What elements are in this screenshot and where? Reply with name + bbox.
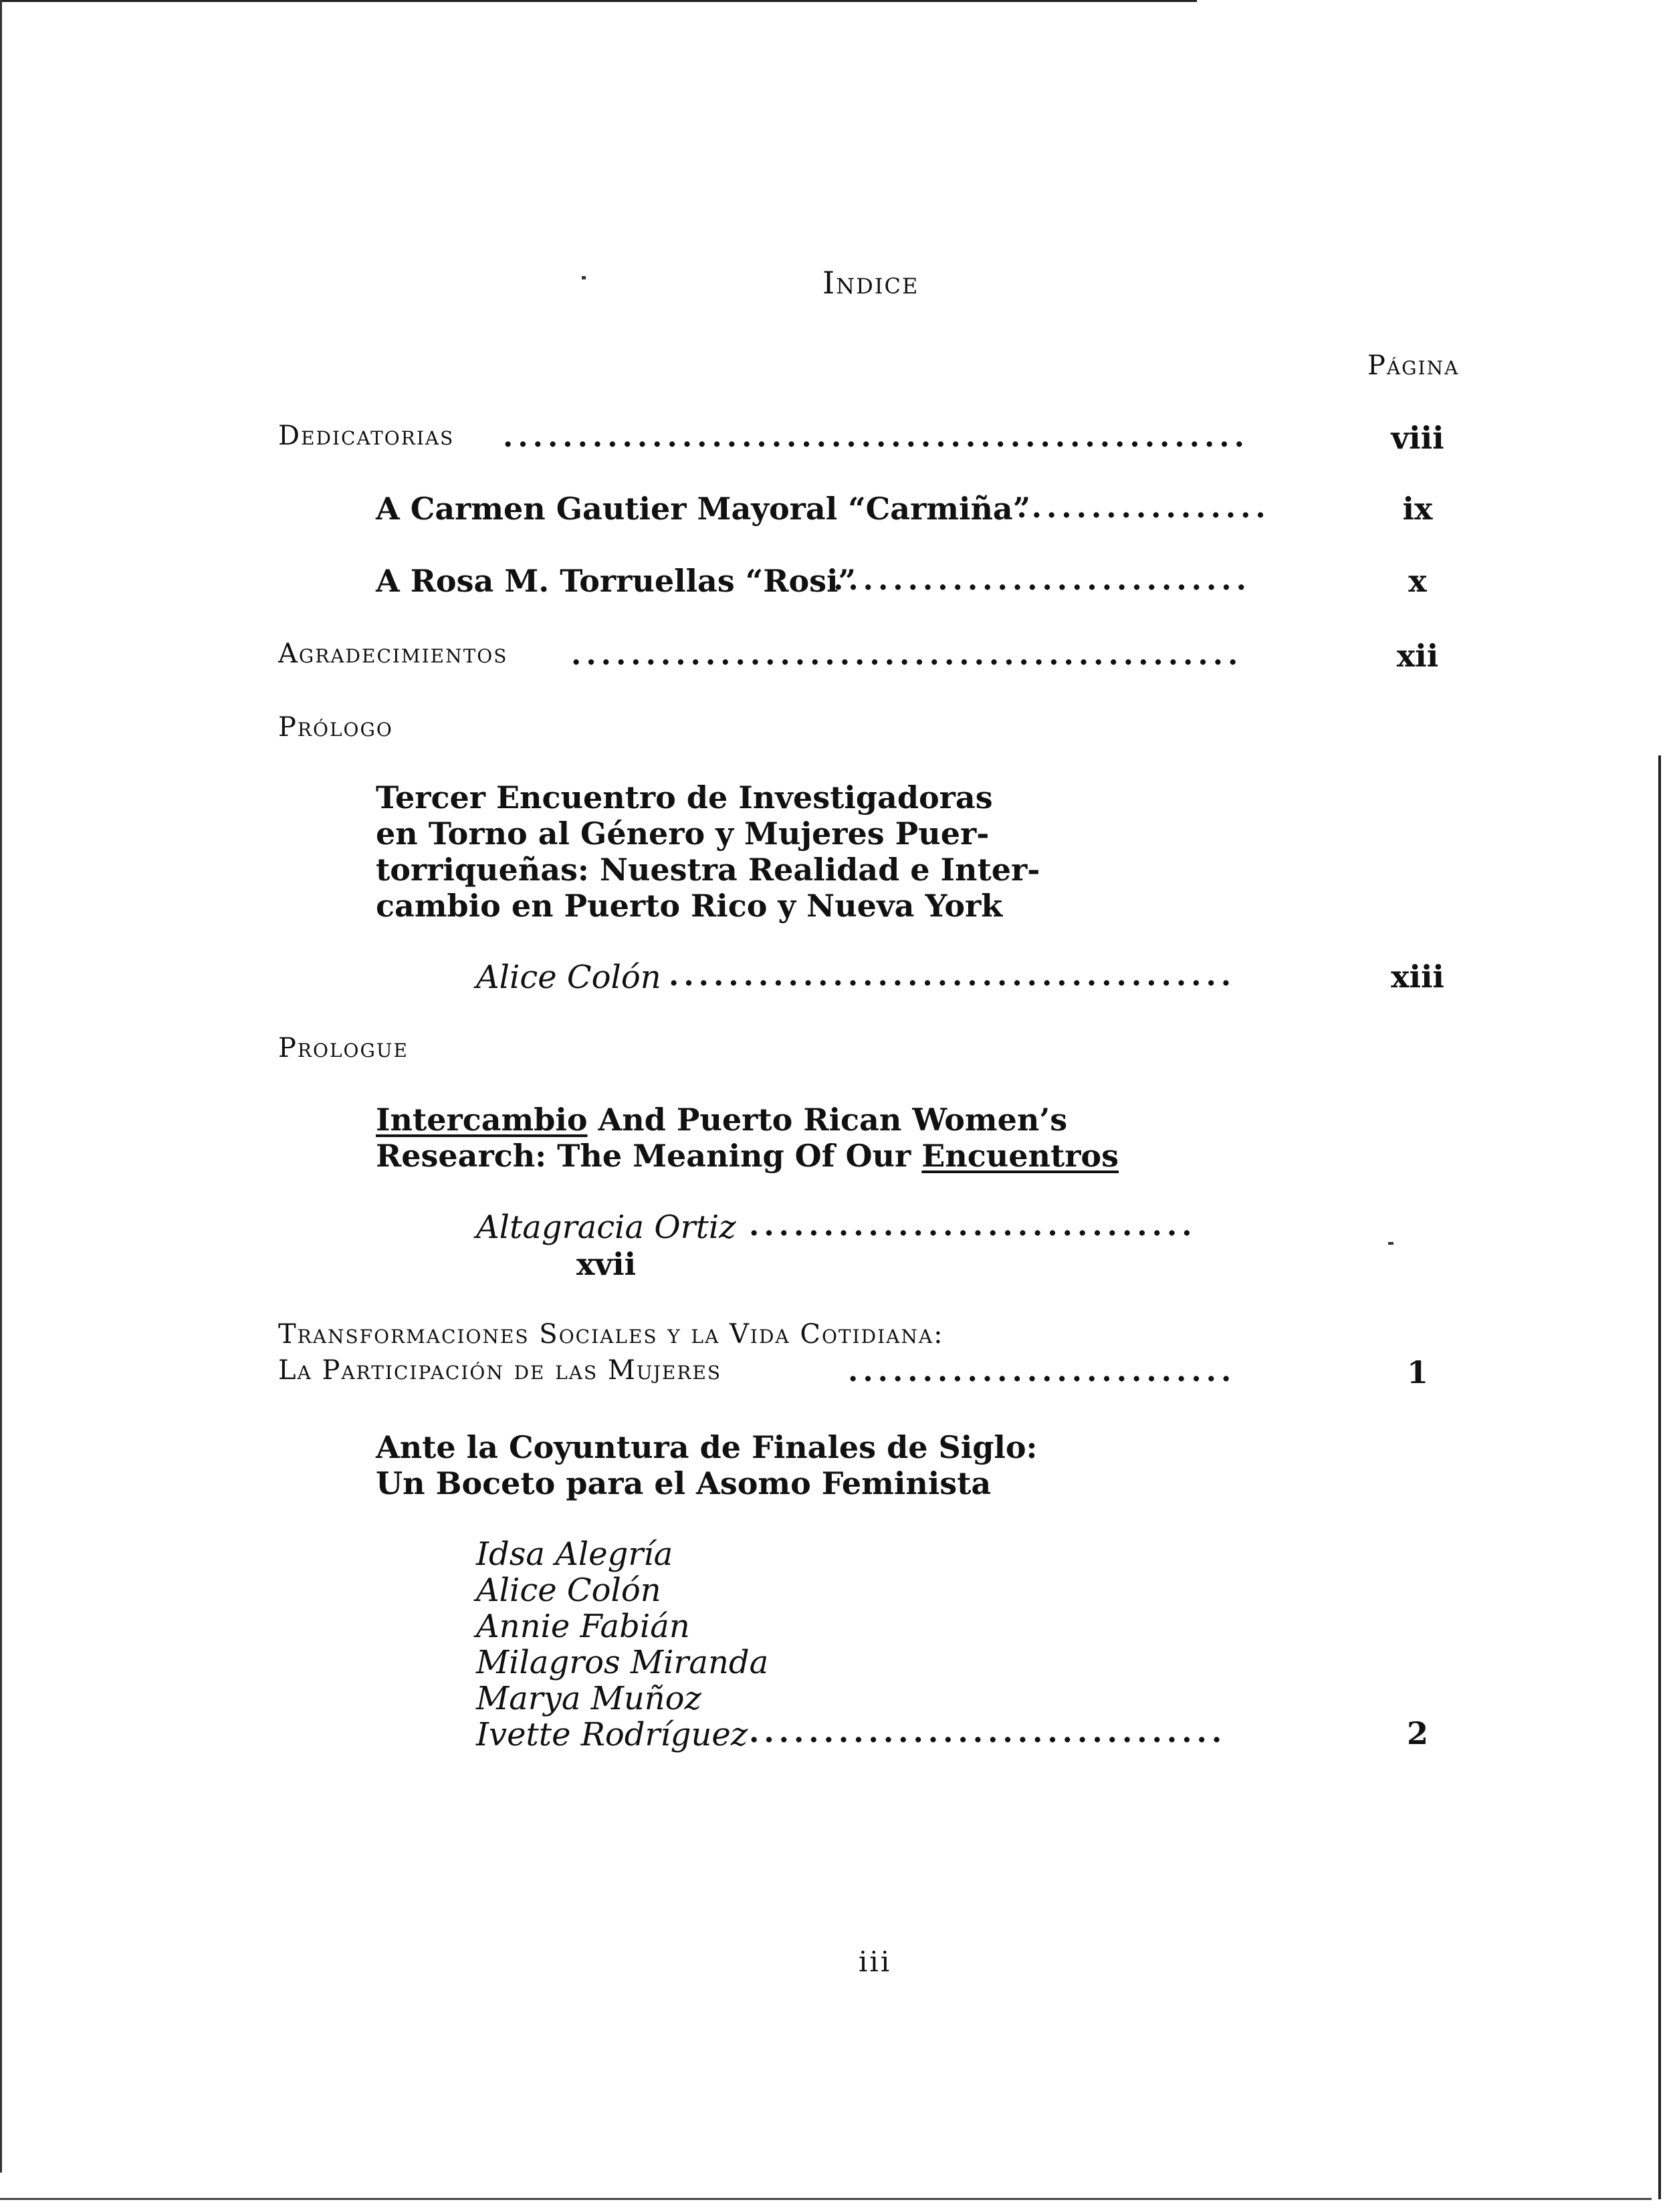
toc-entry-agradecimientos: Agradecimientos <box>278 638 508 669</box>
scan-edge-top <box>0 0 1197 2</box>
toc-section-transformaciones: Transformaciones Sociales y la Vida Cotidiana: <box>278 1319 944 1350</box>
page-number: xiii <box>1391 959 1444 995</box>
leader-dots: .................. <box>1002 493 1270 523</box>
coyuntura-title <box>376 1429 1038 1501</box>
toc-entry-rosa: A Rosa M. Torruellas “Rosi” <box>376 563 856 599</box>
author-name: Idsa Alegría <box>476 1535 673 1573</box>
author-name: Marya Muñoz <box>476 1680 701 1717</box>
scan-edge-bottom <box>0 2198 1652 2200</box>
underlined-word: Encuentros <box>921 1138 1119 1174</box>
scan-speck <box>1388 1242 1393 1245</box>
toc-section-prologo: Prólogo <box>278 712 393 743</box>
coyuntura-authors <box>476 1536 768 1753</box>
leader-dots: ................................ <box>749 1718 1227 1747</box>
underlined-word: Intercambio <box>376 1102 588 1138</box>
toc-section-prologue: Prologue <box>278 1033 409 1064</box>
title-line: en Torno al Género y Mujeres Puer- <box>376 816 990 852</box>
author-name: Alice Colón <box>476 959 661 996</box>
title-line: Tercer Encuentro de Investigadoras <box>376 779 993 816</box>
leader-dots: .................................................. <box>503 422 1249 452</box>
leader-dots: ...................................... <box>669 961 1236 991</box>
author-name: Annie Fabián <box>476 1608 690 1645</box>
prologue-title <box>376 1102 1119 1174</box>
page-folio: iii <box>859 1945 892 1978</box>
toc-entry-dedicatorias: Dedicatorias <box>278 420 455 451</box>
page-number: 1 <box>1406 1354 1428 1390</box>
page-column-header: Página <box>1367 350 1460 381</box>
title-line: torriqueñas: Nuestra Realidad e Inter- <box>376 852 1040 888</box>
author-name: Milagros Miranda <box>476 1644 769 1681</box>
prologo-title <box>376 779 1040 924</box>
toc-entry-carmen: A Carmen Gautier Mayoral “Carmiña” <box>376 491 1031 527</box>
scan-edge-right <box>1658 755 1661 2199</box>
leader-dots: ............................ <box>833 566 1251 595</box>
title-line: Un Boceto para el Asomo Feminista <box>376 1465 992 1501</box>
page-number: xii <box>1396 638 1439 674</box>
scan-speck <box>582 276 586 279</box>
title-line: Intercambio And Puerto Rican Women’s <box>376 1102 1068 1138</box>
title-line: Ante la Coyuntura de Finales de Siglo: <box>376 1429 1038 1465</box>
scan-edge-left <box>0 0 2 2173</box>
leader-dots: ............................................. <box>571 640 1243 670</box>
page-title: Indice <box>822 265 919 301</box>
leader-dots: .............................. <box>749 1211 1197 1241</box>
page-number: 2 <box>1406 1715 1428 1751</box>
leader-dots: .......................... <box>848 1357 1236 1386</box>
author-name: Altagracia Ortiz <box>476 1209 736 1246</box>
author-name: Alice Colón <box>476 1572 661 1609</box>
page-number: ix <box>1402 491 1433 527</box>
title-line: Research: The Meaning Of Our Encuentros <box>376 1138 1119 1174</box>
title-line: cambio en Puerto Rico y Nueva York <box>376 888 1003 924</box>
page-number: viii <box>1391 420 1444 456</box>
author-name: Ivette Rodríguez <box>476 1716 748 1753</box>
toc-section-transformaciones-line2: La Participación de las Mujeres <box>278 1355 722 1386</box>
page-number: xvii <box>576 1246 637 1282</box>
page-number: x <box>1408 563 1427 599</box>
